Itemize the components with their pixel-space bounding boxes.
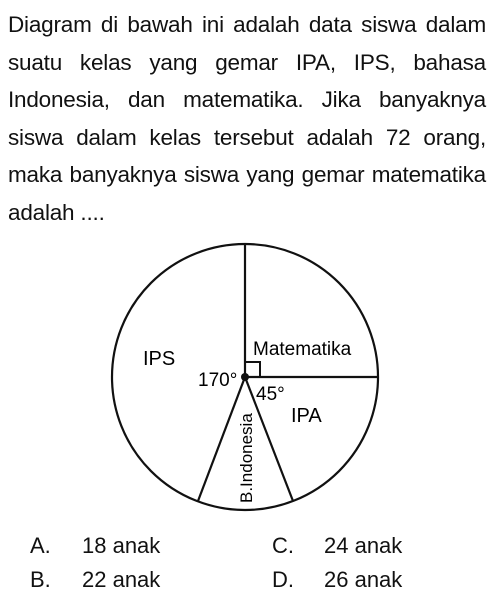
option-a-letter: A. [30,533,51,558]
option-d-text: 26 anak [324,567,403,592]
question-text: Diagram di bawah ini adalah data siswa dalam suatu kelas yang gemar IPA, IPS, bahasa Indonesia, dan matematika. Jika banyaknya siswa dalam kelas tersebut adalah 72 orang, maka banyaknya siswa yang gemar matematika adalah .... [8,12,486,225]
label-bindonesia: B.Indonesia [237,413,256,503]
option-d-letter: D. [272,567,294,592]
label-angle-ipa: 45° [256,384,285,405]
pie-diagram [0,230,495,530]
option-c-text: 24 anak [324,533,403,558]
label-angle-ips: 170° [198,370,238,391]
option-b-letter: B. [30,567,51,592]
option-b[interactable] [30,567,160,593]
option-a[interactable] [30,533,160,559]
option-c[interactable] [272,533,402,559]
label-ipa: IPA [291,405,322,427]
label-matematika: Matematika [253,339,352,360]
option-d[interactable] [272,567,402,593]
option-a-text: 18 anak [82,533,161,558]
option-c-letter: C. [272,533,294,558]
label-ips: IPS [143,348,176,370]
center-dot [241,373,249,381]
option-b-text: 22 anak [82,567,161,592]
